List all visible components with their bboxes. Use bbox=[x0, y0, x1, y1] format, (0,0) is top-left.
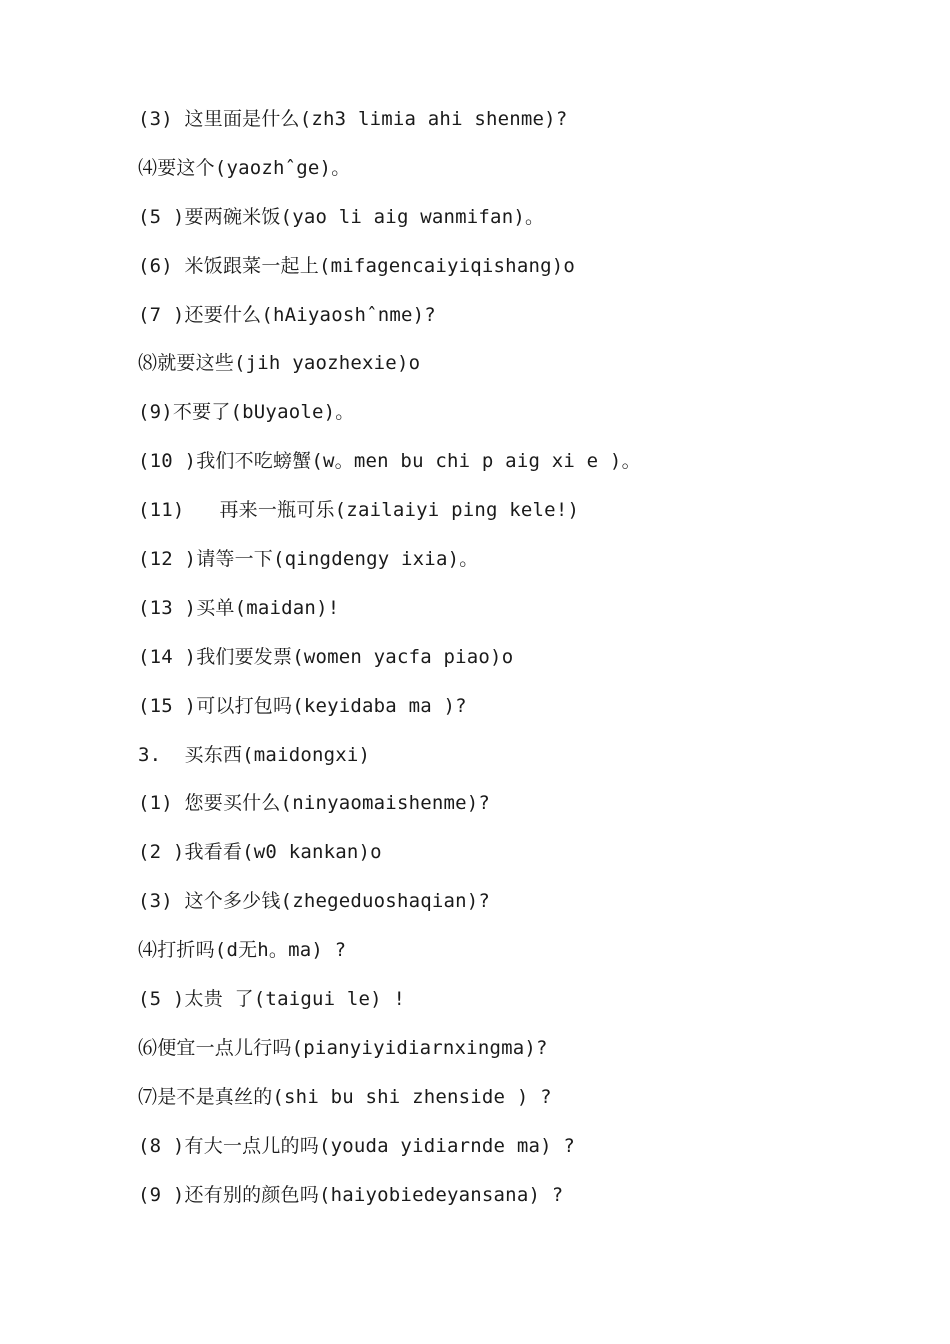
phrase-line: (15 )可以打包吗(keyidaba ma )? bbox=[138, 694, 467, 717]
phrase-line: (14 )我们要发票(women yacfa piao)o bbox=[138, 645, 514, 668]
phrase-line: (13 )买单(maidan)! bbox=[138, 596, 340, 619]
phrase-line: ⑷要这个(yaozhˆge)。 bbox=[138, 156, 351, 179]
phrase-line: (5 )太贵 了(taigui le) ! bbox=[138, 988, 406, 1011]
phrase-line: ⑷打折吗(d无h。ma) ? bbox=[138, 939, 347, 962]
phrase-line: (2 )我看看(w0 kankan)o bbox=[138, 841, 382, 864]
phrase-line: ⑺是不是真丝的(shi bu shi zhenside ) ? bbox=[138, 1085, 552, 1108]
phrase-line: (10 )我们不吃螃蟹(w。men bu chi p aig xi e )。 bbox=[138, 450, 641, 473]
phrase-list bbox=[138, 101, 918, 1225]
phrase-line: (6) 米饭跟菜一起上(mifagencaiyiqishang)o bbox=[138, 254, 576, 277]
phrase-line: (9 )还有别的颜色吗(haiyobiedeyansana) ? bbox=[138, 1183, 564, 1206]
phrase-line: (8 )有大一点儿的吗(youda yidiarnde ma) ? bbox=[138, 1134, 576, 1157]
phrase-line: (5 )要两碗米饭(yao li aig wanmifan)。 bbox=[138, 205, 545, 228]
section-heading: 3. 买东西(maidongxi) bbox=[138, 743, 371, 766]
phrase-line: (11) 再来一瓶可乐(zailaiyi ping kele!) bbox=[138, 499, 580, 522]
phrase-line: ⑹便宜一点儿行吗(pianyiyidiarnxingma)? bbox=[138, 1036, 548, 1059]
phrase-line: (3) 这里面是什么(zh3 limia ahi shenme)? bbox=[138, 108, 568, 130]
phrase-line: (3) 这个多少钱(zhegeduoshaqian)? bbox=[138, 890, 491, 913]
phrase-line: (12 )请等一下(qingdengy ixia)。 bbox=[138, 548, 479, 571]
phrase-line: (7 )还要什么(hAiyaoshˆnme)? bbox=[138, 303, 436, 326]
phrase-line: (9)不要了(bUyaole)。 bbox=[138, 401, 355, 424]
phrase-line: ⑻就要这些(jih yaozhexie)o bbox=[138, 352, 421, 375]
phrase-line: (1) 您要买什么(ninyaomaishenme)? bbox=[138, 792, 491, 815]
